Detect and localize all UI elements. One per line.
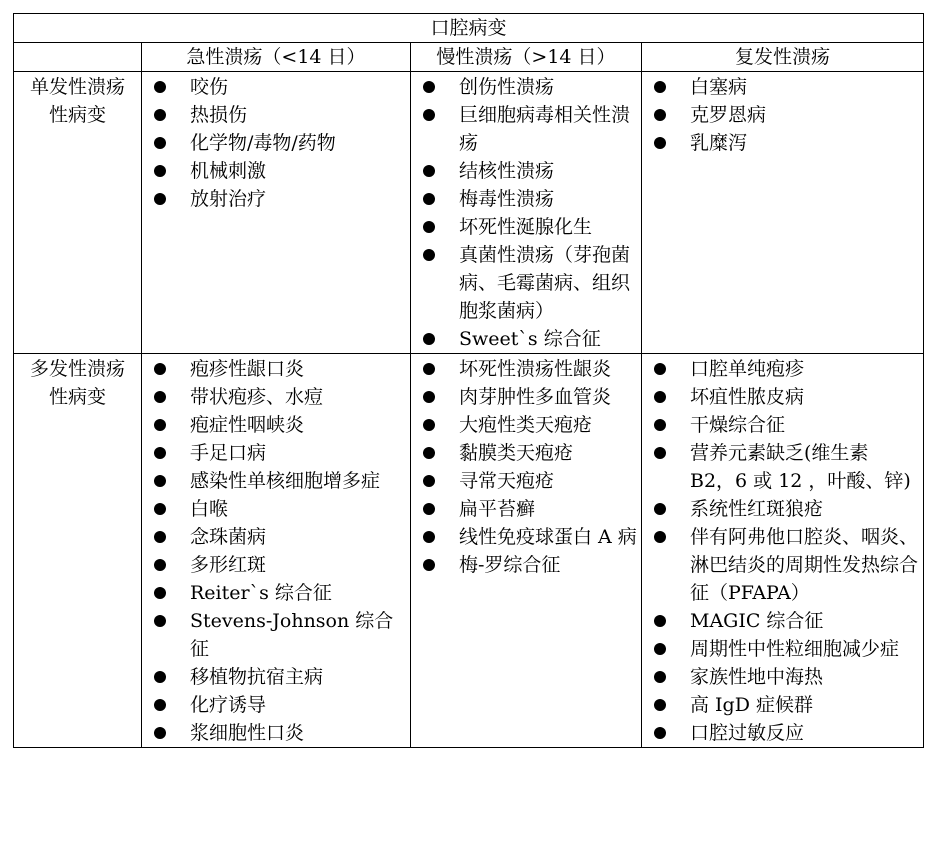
bullet-icon (654, 671, 666, 683)
list-item-text: 乳糜泻 (690, 132, 748, 154)
cell-multiple-recurrent (642, 354, 924, 748)
list-item (411, 355, 641, 383)
bullet-icon (154, 699, 166, 711)
bullet-icon (654, 419, 666, 431)
bullet-icon (423, 559, 435, 571)
bullet-icon (154, 615, 166, 627)
list-item-text: 口腔单纯疱疹 (690, 358, 805, 380)
list-item (142, 719, 410, 747)
list-item-text: 伴有阿弗他口腔炎、咽炎、淋巴结炎的周期性发热综合征（PFAPA） (690, 526, 919, 604)
list-item-text: 梅毒性溃疡 (459, 188, 555, 210)
bullet-icon (423, 475, 435, 487)
list-item-text: 干燥综合征 (690, 414, 786, 436)
list-item-text: 机械刺激 (190, 160, 267, 182)
bullet-icon (154, 587, 166, 599)
list-item (411, 411, 641, 439)
bullet-icon (423, 249, 435, 261)
list-item (411, 157, 641, 185)
list-item (142, 129, 410, 157)
list-item-text: 化疗诱导 (190, 694, 267, 716)
list-item (142, 551, 410, 579)
bullet-icon (654, 81, 666, 93)
list-single-acute (142, 72, 410, 213)
list-item-text: 感染性单核细胞增多症 (190, 470, 381, 492)
bullet-icon (423, 503, 435, 515)
list-item (142, 411, 410, 439)
list-item (642, 439, 923, 495)
header-chronic: 慢性溃疡（>14 日） (411, 43, 642, 72)
list-item (142, 495, 410, 523)
list-item-text: MAGIC 综合征 (690, 610, 824, 632)
list-item (142, 523, 410, 551)
list-item (642, 101, 923, 129)
list-item-text: 寻常天疱疮 (459, 470, 555, 492)
list-item-text: 移植物抗宿主病 (190, 666, 324, 688)
lesion-table (13, 13, 924, 748)
list-item (411, 73, 641, 101)
bullet-icon (154, 81, 166, 93)
list-single-chronic (411, 72, 641, 353)
bullet-icon (654, 363, 666, 375)
list-item-text: 黏膜类天疱疮 (459, 442, 574, 464)
title-row (14, 14, 924, 43)
list-item (142, 355, 410, 383)
bullet-icon (654, 615, 666, 627)
list-item (411, 325, 641, 353)
bullet-icon (423, 165, 435, 177)
list-item (142, 579, 410, 607)
list-item (642, 523, 923, 607)
list-item-text: 带状疱疹、水痘 (190, 386, 324, 408)
list-item-text: 多形红斑 (190, 554, 267, 576)
list-item (642, 73, 923, 101)
bullet-icon (654, 391, 666, 403)
cell-single-recurrent (642, 72, 924, 354)
list-item (142, 607, 410, 663)
list-item-text: 坏死性涎腺化生 (459, 216, 593, 238)
list-item-text: 疱症性咽峡炎 (190, 414, 305, 436)
bullet-icon (423, 333, 435, 345)
list-item (142, 185, 410, 213)
list-multiple-chronic (411, 354, 641, 579)
list-item (642, 411, 923, 439)
list-item (642, 691, 923, 719)
bullet-icon (654, 447, 666, 459)
bullet-icon (154, 531, 166, 543)
bullet-icon (154, 475, 166, 487)
list-multiple-acute (142, 354, 410, 747)
bullet-icon (423, 221, 435, 233)
list-item (142, 439, 410, 467)
bullet-icon (423, 193, 435, 205)
bullet-icon (154, 727, 166, 739)
row-multiple (14, 354, 924, 748)
list-item (642, 663, 923, 691)
bullet-icon (154, 671, 166, 683)
list-item-text: 念珠菌病 (190, 526, 267, 548)
list-item (411, 467, 641, 495)
list-item (411, 383, 641, 411)
bullet-icon (154, 193, 166, 205)
list-item-text: 白塞病 (690, 76, 748, 98)
bullet-icon (654, 503, 666, 515)
bullet-icon (154, 503, 166, 515)
list-item-text: 口腔过敏反应 (690, 722, 805, 744)
list-item-text: 化学物/毒物/药物 (190, 132, 336, 154)
list-item-text: 白喉 (190, 498, 229, 520)
bullet-icon (654, 699, 666, 711)
bullet-icon (654, 137, 666, 149)
list-item-text: 咬伤 (190, 76, 229, 98)
header-acute: 急性溃疡（<14 日） (142, 43, 411, 72)
bullet-icon (423, 363, 435, 375)
list-item (142, 157, 410, 185)
header-recurrent: 复发性溃疡 (642, 43, 924, 72)
row-label-single-text: 单发性溃疡性病变 (29, 76, 125, 126)
bullet-icon (423, 419, 435, 431)
bullet-icon (423, 447, 435, 459)
list-item-text: 家族性地中海热 (690, 666, 824, 688)
row-single (14, 72, 924, 354)
list-item (142, 383, 410, 411)
list-item (411, 241, 641, 325)
list-item-text: Sweet`s 综合征 (459, 328, 601, 350)
list-item-text: 浆细胞性口炎 (190, 722, 305, 744)
bullet-icon (423, 109, 435, 121)
list-item-text: 线性免疫球蛋白 A 病 (459, 526, 637, 548)
list-item (642, 635, 923, 663)
list-item (642, 495, 923, 523)
list-item-text: 克罗恩病 (690, 104, 767, 126)
bullet-icon (423, 81, 435, 93)
list-item-text: 营养元素缺乏(维生素 B2，6 或 12 ，叶酸、锌) (690, 442, 911, 492)
bullet-icon (654, 109, 666, 121)
bullet-icon (154, 559, 166, 571)
list-item-text: 肉芽肿性多血管炎 (459, 386, 612, 408)
list-item (642, 607, 923, 635)
list-item (142, 101, 410, 129)
bullet-icon (423, 531, 435, 543)
bullet-icon (654, 727, 666, 739)
bullet-icon (654, 643, 666, 655)
list-item-text: 热损伤 (190, 104, 248, 126)
list-item (411, 439, 641, 467)
list-item (642, 129, 923, 157)
cell-multiple-chronic (411, 354, 642, 748)
bullet-icon (154, 165, 166, 177)
list-item-text: 梅-罗综合征 (459, 554, 561, 576)
list-item-text: 坏死性溃疡性龈炎 (459, 358, 612, 380)
list-item-text: 手足口病 (190, 442, 267, 464)
cell-multiple-acute (142, 354, 411, 748)
list-item (411, 213, 641, 241)
bullet-icon (154, 137, 166, 149)
list-item-text: 扁平苔癣 (459, 498, 536, 520)
list-item (142, 663, 410, 691)
list-item (411, 551, 641, 579)
bullet-icon (154, 363, 166, 375)
bullet-icon (423, 391, 435, 403)
bullet-icon (154, 391, 166, 403)
list-item-text: 大疱性类天疱疮 (459, 414, 593, 436)
bullet-icon (154, 419, 166, 431)
list-single-recurrent (642, 72, 923, 157)
row-label-multiple (14, 354, 142, 748)
bullet-icon (154, 447, 166, 459)
list-item-text: 高 IgD 症候群 (690, 694, 813, 716)
bullet-icon (154, 109, 166, 121)
list-item-text: 坏疽性脓皮病 (690, 386, 805, 408)
row-label-multiple-text: 多发性溃疡性病变 (29, 358, 125, 408)
list-item-text: 结核性溃疡 (459, 160, 555, 182)
list-item-text: 创伤性溃疡 (459, 76, 555, 98)
list-item-text: 真菌性溃疡（芽孢菌病、毛霉菌病、组织胞浆菌病） (459, 244, 631, 322)
table-title: 口腔病变 (14, 14, 924, 43)
list-item-text: Reiter`s 综合征 (190, 582, 332, 604)
list-item (142, 73, 410, 101)
cell-single-chronic (411, 72, 642, 354)
list-item (411, 523, 641, 551)
list-item-text: 系统性红斑狼疮 (690, 498, 824, 520)
header-row (14, 43, 924, 72)
list-item-text: Stevens-Johnson 综合征 (190, 610, 394, 660)
list-item (642, 719, 923, 747)
row-label-single (14, 72, 142, 354)
list-multiple-recurrent (642, 354, 923, 747)
list-item (642, 355, 923, 383)
list-item-text: 周期性中性粒细胞减少症 (690, 638, 900, 660)
header-empty (14, 43, 142, 72)
list-item-text: 放射治疗 (190, 188, 267, 210)
list-item (411, 495, 641, 523)
list-item-text: 巨细胞病毒相关性溃疡 (459, 104, 631, 154)
bullet-icon (654, 531, 666, 543)
list-item (142, 467, 410, 495)
list-item-text: 疱疹性龈口炎 (190, 358, 305, 380)
list-item (411, 101, 641, 157)
list-item (142, 691, 410, 719)
cell-single-acute (142, 72, 411, 354)
list-item (411, 185, 641, 213)
list-item (642, 383, 923, 411)
